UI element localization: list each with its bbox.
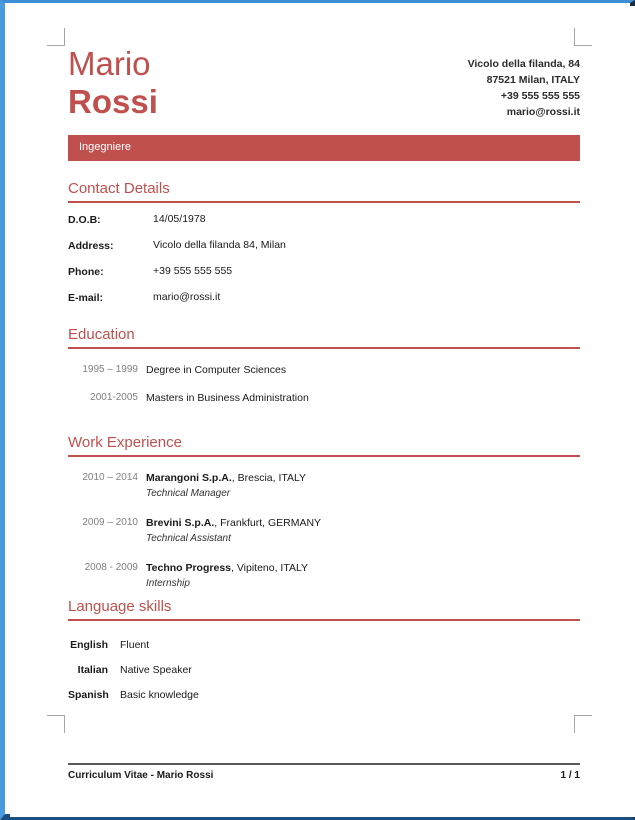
section-work-experience: [68, 434, 580, 600]
language-row: [68, 689, 580, 701]
work-org-line: [146, 561, 308, 576]
job-title-banner: Ingegniere: [68, 135, 580, 161]
work-org: Techno Progress: [146, 562, 231, 574]
section-title-language-skills: Language skills: [68, 598, 580, 621]
work-experience-row: [68, 471, 580, 501]
work-date: 2010 – 2014: [82, 472, 138, 483]
contact-detail-row: [68, 265, 580, 278]
section-contact-details: [68, 180, 580, 317]
contact-detail-value: 14/05/1978: [153, 213, 206, 225]
section-title-work-experience: Work Experience: [68, 434, 580, 457]
resume-page: [10, 6, 635, 817]
language-skills-rows: [68, 639, 580, 701]
contact-detail-label: Phone:: [68, 266, 104, 278]
language-level: Fluent: [120, 639, 150, 651]
section-title-contact-details: Contact Details: [68, 180, 580, 203]
work-place: , Vipiteno, ITALY: [231, 562, 309, 574]
language-row: [68, 664, 580, 676]
section-title-education: Education: [68, 326, 580, 349]
crop-mark-top-right: [574, 28, 592, 46]
work-date: 2009 – 2010: [82, 517, 138, 528]
work-place: , Brescia, ITALY: [231, 472, 307, 484]
last-name: Rossi: [68, 83, 158, 120]
contact-details-rows: [68, 213, 580, 304]
footer-document-title: Curriculum Vitae - Mario Rossi: [68, 770, 214, 781]
work-entry: [146, 471, 306, 501]
contact-detail-row: [68, 291, 580, 304]
education-row: [68, 363, 580, 378]
header-contact-line: mario@rossi.it: [506, 106, 580, 118]
education-date: 2001-2005: [90, 392, 138, 403]
header-contact-block: [468, 56, 580, 120]
language-level: Basic knowledge: [120, 689, 199, 701]
contact-detail-label: E-mail:: [68, 292, 104, 304]
work-experience-row: [68, 561, 580, 591]
language-level: Native Speaker: [120, 664, 192, 676]
education-row: [68, 391, 580, 406]
contact-detail-row: [68, 239, 580, 252]
crop-mark-bottom-right: [574, 715, 592, 733]
contact-detail-value: +39 555 555 555: [153, 265, 233, 277]
education-text: Masters in Business Administration: [146, 392, 309, 404]
work-role: Technical Assistant: [146, 533, 231, 544]
name-block: [68, 46, 158, 120]
header-contact-line: +39 555 555 555: [500, 90, 580, 102]
work-role: Internship: [146, 578, 190, 589]
language-name: Italian: [77, 664, 108, 676]
contact-detail-value: mario@rossi.it: [153, 291, 221, 303]
contact-detail-value: Vicolo della filanda 84, Milan: [153, 239, 286, 251]
contact-detail-label: D.O.B:: [68, 214, 101, 226]
work-date: 2008 - 2009: [84, 562, 138, 573]
work-org: Marangoni S.p.A.: [146, 472, 232, 484]
work-experience-row: [68, 516, 580, 546]
first-name: Mario: [68, 45, 151, 82]
language-row: [68, 639, 580, 651]
education-date: 1995 – 1999: [82, 364, 138, 375]
work-experience-rows: [68, 471, 580, 591]
footer-page-number: 1 / 1: [560, 770, 580, 781]
work-org-line: [146, 471, 306, 486]
education-rows: [68, 363, 580, 406]
page-footer: [68, 763, 580, 781]
work-entry: [146, 516, 321, 546]
section-education: [68, 326, 580, 415]
work-place: , Frankfurt, GERMANY: [214, 517, 322, 529]
education-text: Degree in Computer Sciences: [146, 364, 287, 376]
section-language-skills: [68, 598, 580, 714]
work-entry: [146, 561, 308, 591]
language-name: English: [70, 639, 108, 651]
crop-mark-bottom-left: [47, 715, 65, 733]
header-contact-line: Vicolo della filanda, 84: [467, 58, 580, 70]
language-name: Spanish: [68, 689, 109, 701]
work-org: Brevini S.p.A.: [146, 517, 215, 529]
contact-detail-row: [68, 213, 580, 226]
contact-detail-label: Address:: [68, 240, 114, 252]
header-contact-line: 87521 Milan, ITALY: [486, 74, 580, 86]
work-org-line: [146, 516, 321, 531]
crop-mark-top-left: [47, 28, 65, 46]
work-role: Technical Manager: [146, 488, 231, 499]
